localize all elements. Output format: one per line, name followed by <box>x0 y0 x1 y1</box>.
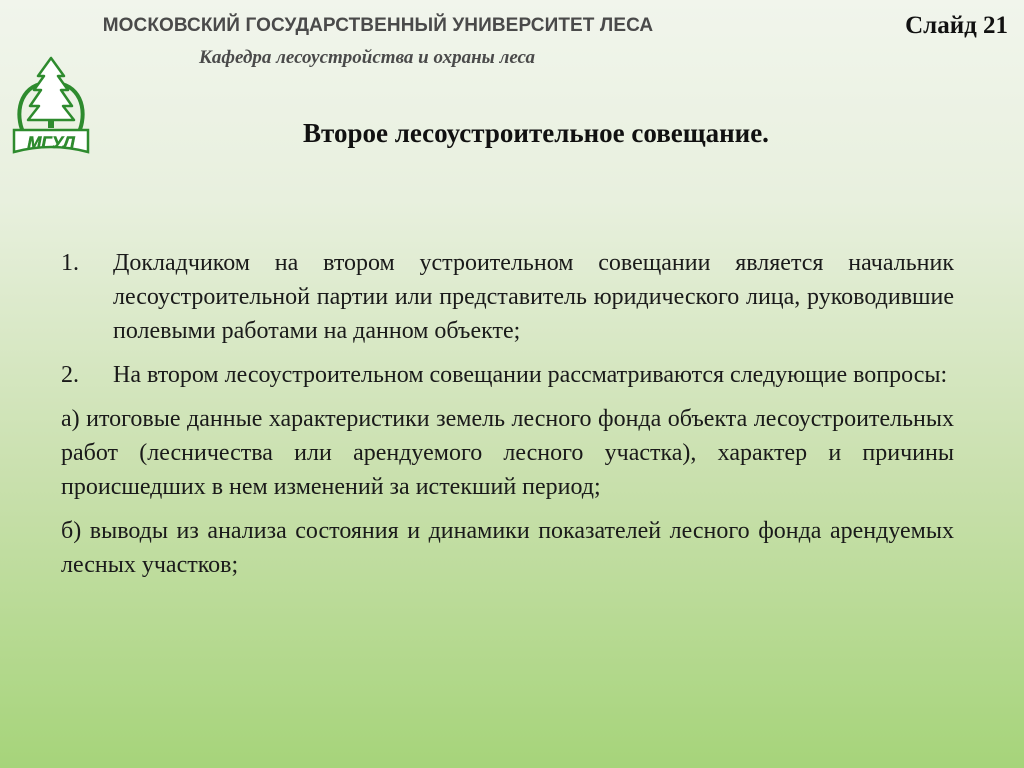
list-item-text: На втором лесоустроительном совещании рассматриваются следующие вопросы: <box>113 362 948 388</box>
slide-content <box>61 246 954 592</box>
list-item-number: 2. <box>61 362 79 388</box>
list-item-text: Докладчиком на втором устроительном совещании является начальник лесоустроительной партии или представитель юридического лица, руководившие полевыми работами на данном объекте; <box>113 250 954 344</box>
slide-title: Второе лесоустроительное совещание. <box>303 118 769 148</box>
header-university: МОСКОВСКИЙ ГОСУДАРСТВЕННЫЙ УНИВЕРСИТЕТ ЛЕСА <box>102 15 654 36</box>
paragraph-a: а) итоговые данные характеристики земель лесного фонда объекта лесоустроительных работ (лесничества или арендуемого лесного участка), характер и причины происшедших в нем изменений за истекший период; <box>61 406 954 500</box>
list-item <box>61 358 954 392</box>
slide-number: Слайд 21 <box>905 12 1008 39</box>
header-department: Кафедра лесоустройства и охраны леса <box>199 47 535 68</box>
list-item <box>61 246 954 348</box>
logo-text: МГУЛ <box>27 133 75 152</box>
paragraph-b: б) выводы из анализа состояния и динамики показателей лесного фонда арендуемых лесных участков; <box>61 518 954 578</box>
list-item-number: 1. <box>61 250 79 276</box>
